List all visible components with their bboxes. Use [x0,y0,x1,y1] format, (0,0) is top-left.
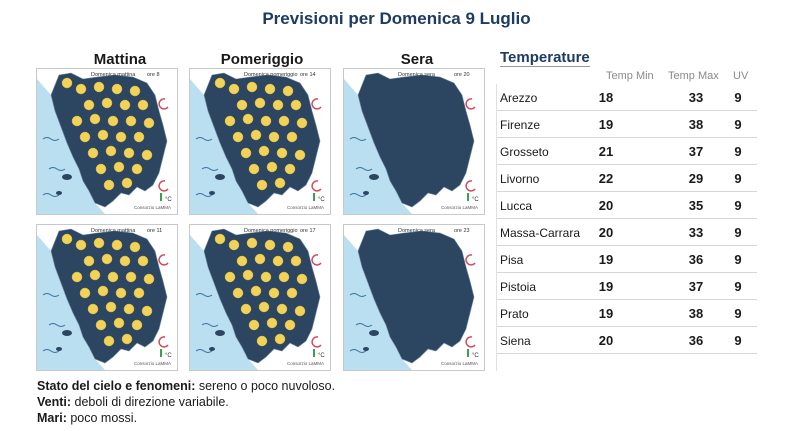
table-row [497,300,757,327]
map-label: Domenica sera [398,228,435,234]
island [56,347,62,351]
table-row [497,327,757,354]
sun-icon [98,130,108,140]
sun-icon [295,150,305,160]
weather-map [189,224,331,371]
island [56,191,62,195]
table-row [497,192,757,219]
table-row [497,246,757,273]
sun-icon [229,240,239,250]
uv-value: 9 [734,198,742,213]
temp-min-value: 20 [598,225,614,240]
sun-icon [132,164,142,174]
table-row [497,111,757,138]
temp-min-value: 20 [598,198,614,213]
map-graphic [190,225,330,370]
temp-max-header: Temp Max [668,70,719,82]
note-label: Mari: [37,411,67,425]
sun-icon [72,272,82,282]
sun-icon [267,318,277,328]
sun-icon [255,98,265,108]
map-time: ore 14 [300,72,316,78]
table-row [497,165,757,192]
temperature-unit: °C [318,353,325,359]
sun-icon [134,132,144,142]
uv-value: 9 [734,144,742,159]
temp-min-value: 19 [598,306,614,321]
sun-icon [120,100,130,110]
sun-icon [112,84,122,94]
sun-icon [229,84,239,94]
sun-icon [104,180,114,190]
note-wind [37,395,229,409]
temp-min-value: 18 [598,90,614,105]
temp-max-value: 37 [688,279,704,294]
temp-max-value: 38 [688,117,704,132]
map-label: Domenica mattina [91,228,136,234]
sun-icon [116,288,126,298]
weather-map [343,224,485,371]
temp-max-value: 35 [688,198,704,213]
sun-icon [114,162,124,172]
map-time: ore 17 [300,228,316,234]
temperature-unit: °C [472,353,479,359]
sun-icon [265,240,275,250]
sun-icon [259,302,269,312]
island [62,174,72,180]
sun-icon [279,272,289,282]
sun-icon [283,242,293,252]
sun-icon [251,286,261,296]
map-time: ore 8 [147,72,160,78]
page-title: Previsioni per Domenica 9 Luglio [262,9,531,28]
sun-icon [62,234,72,244]
sun-icon [249,164,259,174]
sun-icon [122,178,132,188]
sun-icon [265,84,275,94]
column-heading-mattina: Mattina [93,51,147,68]
sun-icon [134,288,144,298]
sun-icon [80,132,90,142]
temp-max-value: 36 [688,333,704,348]
sun-icon [142,150,152,160]
uv-value: 9 [734,90,742,105]
sun-icon [225,116,235,126]
sun-icon [215,234,225,244]
sun-icon [291,100,301,110]
sun-icon [225,272,235,282]
note-sky [37,379,335,393]
note-text: deboli di direzione variabile. [71,395,229,409]
sun-icon [94,238,104,248]
uv-value: 9 [734,171,742,186]
table-row [497,219,757,246]
temp-min-header: Temp Min [606,70,654,82]
sun-icon [106,302,116,312]
map-graphic [344,225,484,370]
note-text: sereno o poco nuvoloso. [195,379,336,393]
temp-min-value: 22 [598,171,614,186]
sun-icon [138,256,148,266]
weather-map [36,68,178,215]
sun-icon [275,178,285,188]
sun-icon [124,148,134,158]
sun-icon [102,254,112,264]
map-graphic [190,69,330,214]
sun-icon [132,320,142,330]
map-time: ore 20 [454,72,470,78]
sun-icon [261,116,271,126]
sun-icon [243,114,253,124]
temperature-heading: Temperature [500,49,590,66]
sun-icon [96,320,106,330]
sun-icon [285,320,295,330]
sun-icon [241,304,251,314]
island [363,347,369,351]
sun-icon [297,274,307,284]
map-label: Domenica pomeriggio [244,228,298,234]
map-credit: Consorzio LaMMA [133,361,171,366]
island [369,174,379,180]
temp-min-value: 21 [598,144,614,159]
sun-icon [108,272,118,282]
table-row [497,273,757,300]
sun-icon [88,304,98,314]
sun-icon [291,256,301,266]
temp-min-value: 19 [598,279,614,294]
island [369,330,379,336]
sun-icon [247,82,257,92]
map-credit: Consorzio LaMMA [440,205,478,210]
map-graphic [37,225,177,370]
column-heading-sera: Sera [400,51,434,68]
uv-value: 9 [734,279,742,294]
map-credit: Consorzio LaMMA [133,205,171,210]
sun-icon [277,304,287,314]
sun-icon [257,180,267,190]
table-row [497,138,757,165]
sun-icon [287,288,297,298]
uv-value: 9 [734,252,742,267]
note-label: Stato del cielo e fenomeni: [37,379,196,393]
city-name: Siena [500,334,531,348]
weather-map [189,68,331,215]
temperature-unit: °C [165,353,172,359]
sun-icon [102,98,112,108]
sun-icon [114,318,124,328]
sun-icon [279,116,289,126]
sun-icon [243,270,253,280]
weather-map [343,68,485,215]
note-label: Venti: [37,395,72,409]
temperature-unit: °C [472,197,479,203]
city-name: Livorno [500,172,540,186]
note-text: poco mossi. [66,411,138,425]
sun-icon [283,86,293,96]
sun-icon [76,240,86,250]
island [215,174,225,180]
city-name: Grosseto [500,145,549,159]
city-name: Pistoia [500,280,537,294]
uv-value: 9 [734,225,742,240]
sun-icon [257,336,267,346]
table-row [497,84,757,111]
temp-max-value: 33 [688,225,704,240]
sun-icon [138,100,148,110]
column-heading-pomeriggio: Pomeriggio [220,51,304,68]
map-time: ore 11 [147,228,163,234]
city-name: Arezzo [500,91,538,105]
uv-value: 9 [734,306,742,321]
sun-icon [126,116,136,126]
map-label: Domenica sera [398,72,435,78]
sun-icon [76,84,86,94]
sun-icon [144,118,154,128]
sun-icon [273,100,283,110]
sun-icon [142,306,152,316]
sun-icon [249,320,259,330]
map-time: ore 23 [454,228,470,234]
sun-icon [94,82,104,92]
sun-icon [90,270,100,280]
note-sea [37,411,137,425]
temp-max-value: 36 [688,252,704,267]
sun-icon [267,162,277,172]
city-name: Prato [500,307,529,321]
sun-icon [112,240,122,250]
map-credit: Consorzio LaMMA [286,205,324,210]
sun-icon [80,288,90,298]
sun-icon [247,238,257,248]
temp-max-value: 38 [688,306,704,321]
map-graphic [344,69,484,214]
uv-value: 9 [734,333,742,348]
sun-icon [62,78,72,88]
sun-icon [130,242,140,252]
city-name: Pisa [500,253,524,267]
sun-icon [120,256,130,266]
sun-icon [144,274,154,284]
sun-icon [297,118,307,128]
sun-icon [237,100,247,110]
sun-icon [122,334,132,344]
sun-icon [84,100,94,110]
sun-icon [269,132,279,142]
sun-icon [88,148,98,158]
temp-min-value: 20 [598,333,614,348]
temp-min-value: 19 [598,252,614,267]
sun-icon [275,334,285,344]
sun-icon [273,256,283,266]
temperature-unit: °C [318,197,325,203]
island [62,330,72,336]
sun-icon [237,256,247,266]
sun-icon [251,130,261,140]
sun-icon [277,148,287,158]
sun-icon [233,288,243,298]
city-name: Firenze [500,118,541,132]
sun-icon [255,254,265,264]
weather-map [36,224,178,371]
island [209,191,215,195]
sun-icon [130,86,140,96]
sun-icon [116,132,126,142]
temp-max-value: 29 [688,171,704,186]
sun-icon [233,132,243,142]
map-credit: Consorzio LaMMA [440,361,478,366]
sun-icon [72,116,82,126]
map-label: Domenica mattina [91,72,136,78]
sun-icon [104,336,114,346]
sun-icon [96,164,106,174]
sun-icon [108,116,118,126]
island [363,191,369,195]
sun-icon [215,78,225,88]
sun-icon [287,132,297,142]
sun-icon [90,114,100,124]
sun-icon [259,146,269,156]
sun-icon [261,272,271,282]
island [209,347,215,351]
sun-icon [295,306,305,316]
sun-icon [285,164,295,174]
temp-max-value: 37 [688,144,704,159]
sun-icon [241,148,251,158]
city-name: Massa-Carrara [500,226,581,240]
sun-icon [84,256,94,266]
sun-icon [269,288,279,298]
sun-icon [106,146,116,156]
temp-min-value: 19 [598,117,614,132]
uv-header: UV [733,70,749,82]
island [215,330,225,336]
city-name: Lucca [500,199,533,213]
uv-value: 9 [734,117,742,132]
sun-icon [126,272,136,282]
sun-icon [124,304,134,314]
temp-max-value: 33 [688,90,704,105]
map-label: Domenica pomeriggio [244,72,298,78]
map-credit: Consorzio LaMMA [286,361,324,366]
sun-icon [98,286,108,296]
temperature-unit: °C [165,197,172,203]
map-graphic [37,69,177,214]
